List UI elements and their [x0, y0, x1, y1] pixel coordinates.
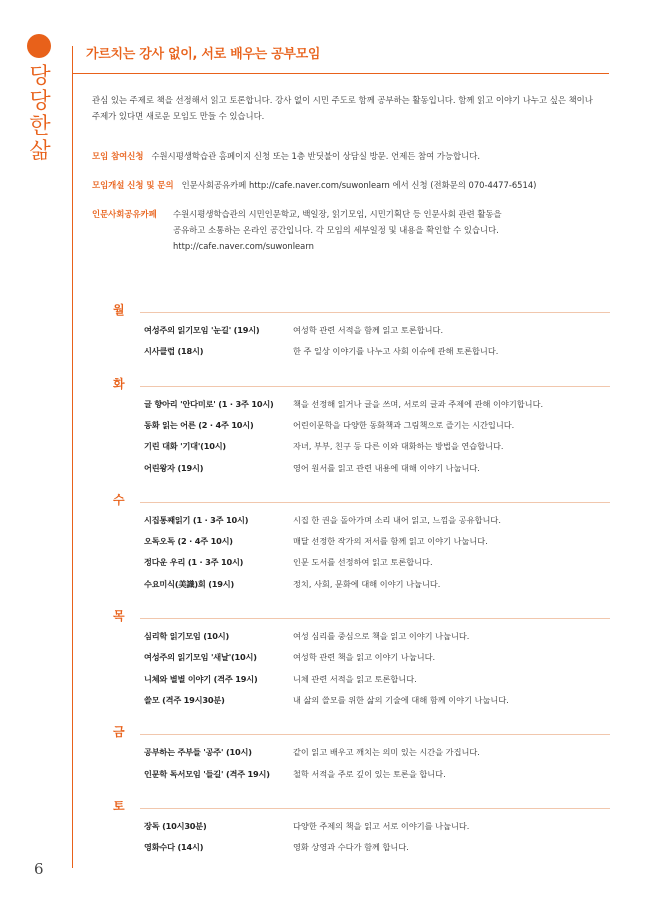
info-cafe-line: 공유하고 소통하는 온라인 공간입니다. 각 모임의 세부일정 및 내용을 확인할 수 있습니다. [173, 225, 499, 235]
meeting-name: 여성주의 읽기모임 '눈길' (19시) [144, 325, 260, 335]
meeting-name: 심리학 읽기모임 (10시) [144, 631, 230, 641]
info-open [92, 177, 536, 193]
meeting-name: 쓸모 (격주 19시30분) [144, 694, 225, 705]
day-divider [140, 386, 610, 387]
info-join-text: 수원시평생학습관 홈페이지 신청 또는 1층 반딧불이 상담실 방문. 언제든 참여 가능합니다. [151, 151, 480, 161]
side-title-char: 한 [29, 114, 51, 139]
day-divider [140, 312, 610, 313]
meeting-description: 내 삶의 쓸모를 위한 삶의 기술에 대해 함께 이야기 나눕니다. [293, 694, 509, 705]
meeting-name: 동화 읽는 어른 (2 · 4주 10시) [144, 419, 254, 430]
day-heading: 토 [113, 798, 125, 813]
meeting-name: 영화수다 (14시) [144, 842, 204, 853]
meeting-description: 인문 도서를 선정하여 읽고 토론합니다. [293, 557, 433, 568]
meeting-description: 자녀, 부부, 친구 등 다른 이와 대화하는 방법을 연습합니다. [293, 441, 504, 452]
meeting-description: 여성학 관련 서적을 함께 읽고 토론합니다. [293, 325, 444, 335]
meeting-name: 인문학 독서모임 '들길' (격주 19시) [144, 768, 270, 779]
meeting-description: 어린이문학을 다양한 동화책과 그림책으로 즐기는 시간입니다. [293, 419, 515, 430]
meeting-description: 여성 심리를 중심으로 책을 읽고 이야기 나눕니다. [293, 631, 470, 641]
side-title-char: 삶 [29, 139, 51, 164]
day-divider [140, 502, 610, 503]
day-divider [140, 734, 610, 735]
meeting-description: 여성학 관련 책을 읽고 이야기 나눕니다. [293, 652, 436, 663]
meeting-name: 수요미식(美識)회 (19시) [144, 578, 235, 589]
side-title-char: 당 [29, 89, 51, 114]
meeting-description: 같이 읽고 배우고 깨치는 의미 있는 시간을 가집니다. [293, 747, 480, 758]
meeting-description: 한 주 일상 이야기를 나누고 사회 이슈에 관해 토론합니다. [293, 346, 499, 357]
day-heading: 월 [113, 303, 125, 317]
meeting-description: 철학 서적을 주로 깊이 있는 토론을 합니다. [293, 768, 446, 779]
meeting-name: 시사클럽 (18시) [144, 346, 204, 357]
meeting-name: 정다운 우리 (1 · 3주 10시) [144, 557, 244, 568]
info-cafe-text [173, 206, 603, 254]
meeting-description: 니체 관련 서적을 읽고 토론합니다. [293, 673, 417, 684]
meeting-name: 오독오독 (2 · 4주 10시) [144, 536, 233, 547]
header-divider [72, 73, 609, 74]
day-heading: 목 [113, 609, 125, 623]
side-title-char: 당 [29, 64, 51, 89]
vertical-divider [72, 46, 73, 868]
orange-circle-icon [27, 34, 51, 58]
page-number: 6 [34, 860, 44, 878]
day-divider [140, 808, 610, 809]
meeting-name: 기린 대화 '기대'(10시) [144, 441, 226, 452]
day-heading: 금 [113, 725, 125, 740]
meeting-name: 어린왕자 (19시) [144, 462, 204, 473]
side-title [27, 64, 53, 164]
info-cafe [92, 206, 607, 254]
day-heading: 화 [113, 376, 125, 391]
day-divider [140, 618, 610, 619]
meeting-name: 니체와 별별 이야기 (격주 19시) [144, 673, 258, 684]
meeting-description: 영어 원서를 읽고 관련 내용에 대해 이야기 나눕니다. [293, 462, 480, 473]
day-heading: 수 [113, 492, 125, 507]
meeting-name: 여성주의 읽기모임 '새날'(10시) [144, 652, 257, 663]
meeting-description: 책을 선정해 읽거나 글을 쓰며, 서로의 글과 주제에 관해 이야기합니다. [293, 398, 544, 409]
info-cafe-url[interactable]: http://cafe.naver.com/suwonlearn [173, 241, 314, 251]
info-cafe-label: 인문사회공유카페 [92, 209, 157, 219]
info-open-text: 인문사회공유카페 http://cafe.naver.com/suwonlearn 에서 신청 (전화문의 070-4477-6514) [181, 180, 537, 190]
meeting-description: 정치, 사회, 문화에 대해 이야기 나눕니다. [293, 578, 441, 589]
meeting-description: 매달 선정한 작가의 저서를 함께 읽고 이야기 나눕니다. [293, 536, 488, 547]
meeting-description: 시집 한 권을 돌아가며 소리 내어 읽고, 느낌을 공유합니다. [293, 514, 501, 525]
intro-paragraph: 관심 있는 주제로 책을 선정해서 읽고 토론합니다. 강사 없이 시민 주도로 함께 공부하는 활동입니다. 함께 읽고 이야기 나누고 싶은 책이나 주제가 있다면 새로운 모임도 만들 수 있습니다. [92, 95, 593, 121]
meeting-name: 시집통째읽기 (1 · 3주 10시) [144, 514, 249, 525]
info-join-label: 모임 참여신청 [92, 151, 144, 161]
info-join [92, 148, 480, 164]
info-open-label: 모임개설 신청 및 문의 [92, 180, 174, 190]
page-title: 가르치는 강사 없이, 서로 배우는 공부모임 [86, 47, 321, 62]
meeting-description: 영화 상영과 수다가 함께 합니다. [293, 842, 409, 853]
meeting-name: 공부하는 주부들 '공주' (10시) [144, 747, 252, 758]
meeting-description: 다양한 주제의 책을 읽고 서로 이야기를 나눕니다. [293, 820, 470, 831]
meeting-name: 장독 (10시30분) [144, 820, 207, 831]
meeting-name: 글 향아리 '안다미로' (1 · 3주 10시) [144, 398, 274, 409]
info-cafe-line: 수원시평생학습관의 시민인문학교, 백일장, 읽기모임, 시민기획단 등 인문사회 관련 활동을 [173, 209, 502, 219]
